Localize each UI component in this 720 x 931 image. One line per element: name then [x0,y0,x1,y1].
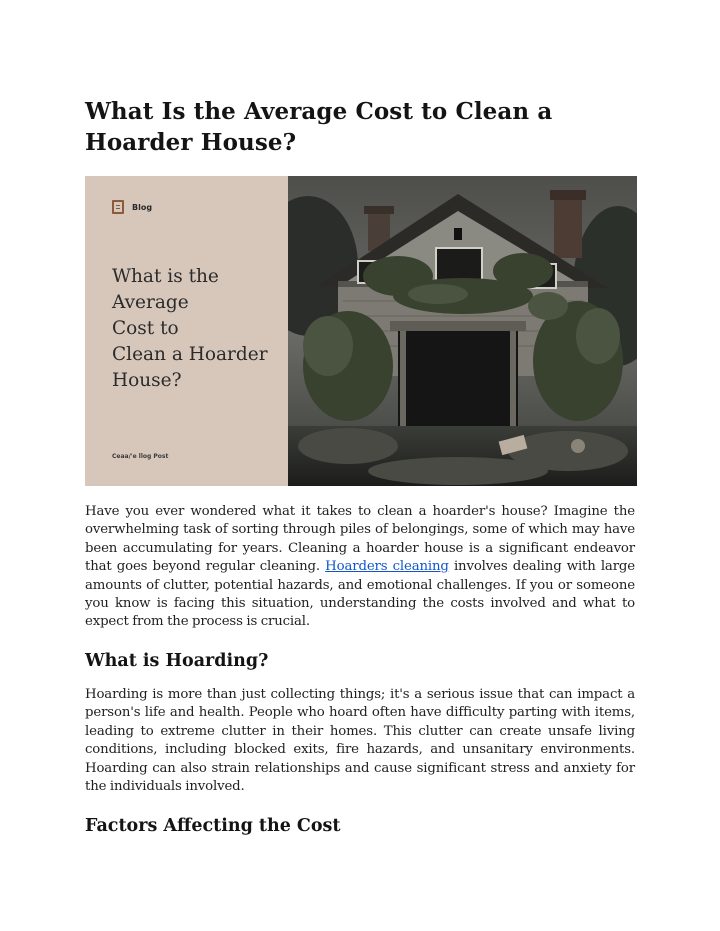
hero-title-line: Clean a Hoarder [112,344,268,365]
intro-text: involves dealing with large amounts of clutter, potential hazards, and emotional challenges. If you or someone you know is facing this situation, understanding the costs involved and what to expect from the process is crucial. [85,559,635,630]
hero-title-line: House? [112,370,182,391]
hero-image [85,176,637,486]
hero-title [112,264,287,394]
article [85,96,635,836]
intro-paragraph [85,503,635,632]
blog-tag [112,200,152,214]
page-title: What Is the Average Cost to Clean a Hoarder House? [85,98,553,156]
blog-label: Blog [132,202,153,212]
hero-title-line: What is the [112,266,219,287]
hero-title-line: Cost to [112,318,179,339]
hero-text-panel [85,176,288,486]
hero-title-line: Average [112,292,189,313]
intro-text: Have you ever wondered what it takes to clean a hoarder's house? Imagine the overwhelming task of sorting through piles of belongings, some of which may have been accumulating for years. Cleaning a hoarder house is a significant endeavor that goes beyond regular cleaning. [85,504,635,575]
hoarders-cleaning-link[interactable]: Hoarders cleaning [325,559,449,575]
house-photo [288,176,637,486]
section-heading-factors: Factors Affecting the Cost [85,816,341,836]
section-heading-hoarding: What is Hoarding? [85,651,269,671]
hero-footer-label: Ceaa/'e llog Post [112,453,169,460]
book-icon [112,200,124,214]
hoarding-paragraph: Hoarding is more than just collecting things; it's a serious issue that can impact a person's life and health. People who hoard often have difficulty parting with items, leading to extreme clutter in their homes. This clutter can create unsafe living conditions, including blocked exits, fire hazards, and unsanitary environments. Hoarding can also strain relationships and cause significant stress and anxiety for the individuals involved. [85,687,635,795]
